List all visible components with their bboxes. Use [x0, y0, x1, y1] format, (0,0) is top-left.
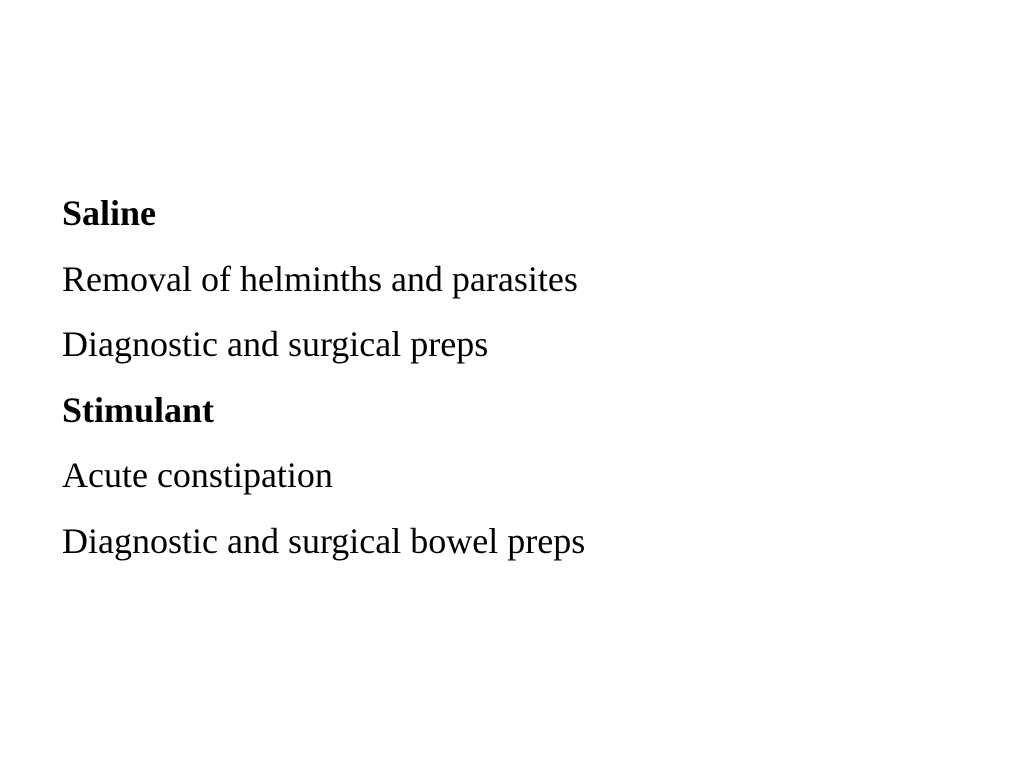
section-heading-stimulant: Stimulant	[62, 389, 215, 430]
saline-item-removal: Removal of helminths and parasites	[62, 258, 578, 299]
saline-item-preps: Diagnostic and surgical preps	[62, 324, 489, 364]
stimulant-item-bowel-preps: Diagnostic and surgical bowel preps	[62, 520, 586, 561]
section-heading-saline: Saline	[62, 193, 157, 233]
stimulant-item-constipation: Acute constipation	[62, 455, 333, 495]
slide-content	[62, 189, 962, 582]
